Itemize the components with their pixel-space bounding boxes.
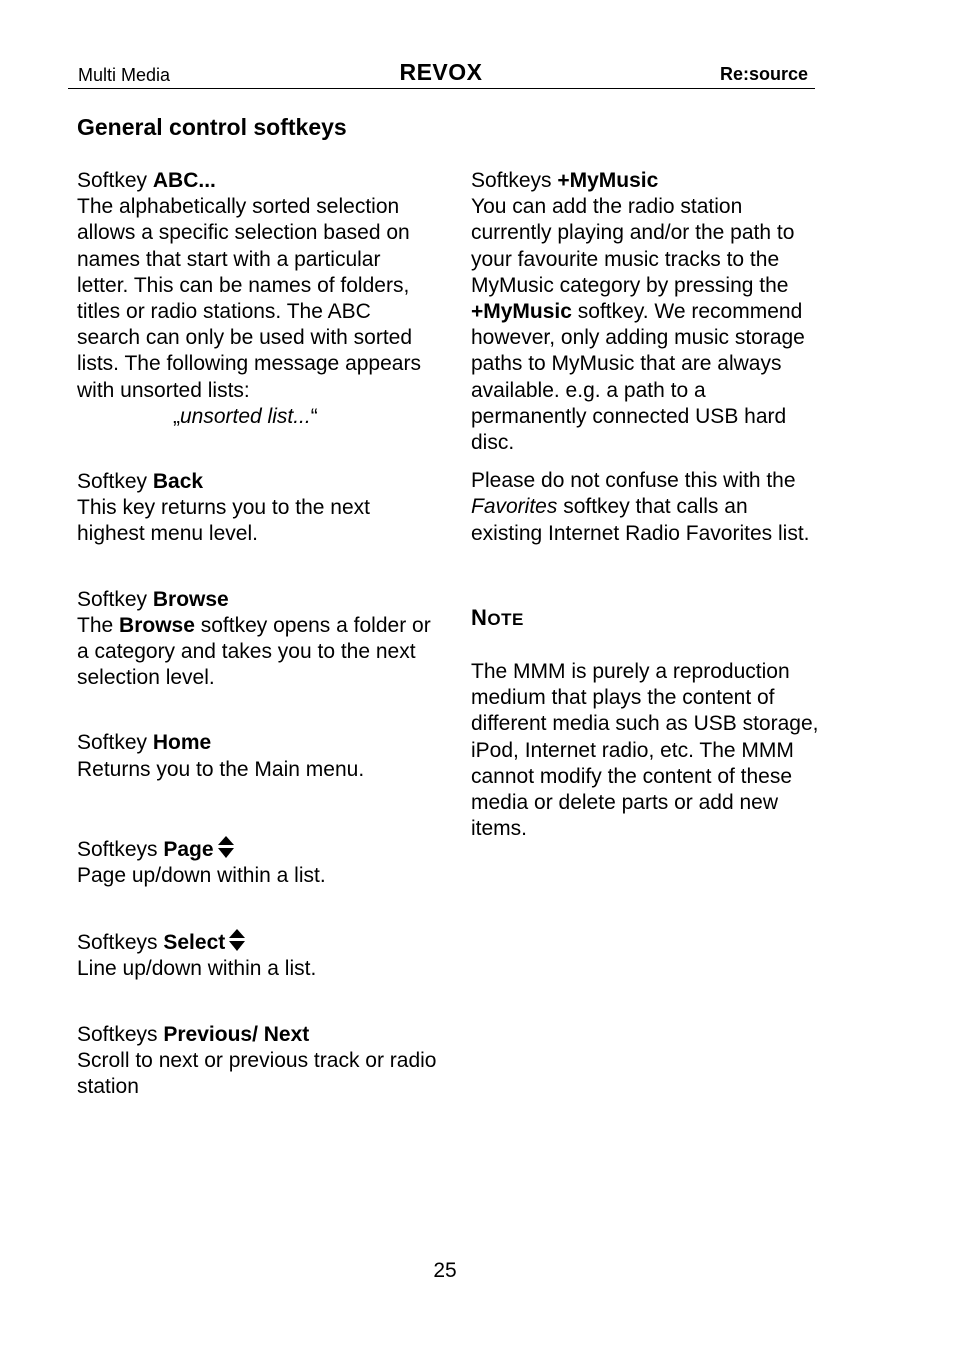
softkey-abc-name: ABC...: [152, 169, 216, 192]
softkey-back-section: [77, 469, 437, 548]
note-heading: NOTE: [471, 604, 524, 630]
softkey-abc-section: [77, 168, 437, 430]
softkey-prevnext-description: Scroll to next or previous track or radio station: [77, 1048, 437, 1099]
softkey-abc-heading: Softkey ABC...: [77, 169, 216, 192]
softkey-home-description: Returns you to the Main menu.: [77, 757, 365, 781]
softkey-select-description: Line up/down within a list.: [77, 957, 317, 981]
section-title: General control softkeys: [77, 114, 347, 140]
softkey-page-heading: Softkeys Page: [77, 835, 437, 863]
softkey-browse-name: Browse: [152, 587, 229, 611]
softkey-back-description: This key returns you to the next highest menu level.: [77, 496, 370, 546]
favorites-note-paragraph: Please do not confuse this with the Favorites softkey that calls an existing Internet Radio Favorites list.: [471, 469, 810, 545]
softkey-select-name: Select: [163, 931, 226, 955]
header-product-label: Re:source: [719, 64, 808, 84]
page-number: 25: [433, 1259, 457, 1282]
softkey-mymusic-name: +MyMusic: [557, 169, 659, 192]
revox-logo: [390, 61, 492, 83]
left-column: [77, 168, 437, 1100]
softkey-select-section: [77, 928, 437, 982]
note-body: The MMM is purely a reproduction medium that plays the content of different media such as USB storage, iPod, Internet radio, etc. The MMM cannot modify the content of these media or delete parts or add new items.: [471, 660, 819, 841]
softkey-back-heading: Softkey Back: [77, 470, 204, 494]
softkey-mymusic-heading: Softkeys +MyMusic: [471, 169, 659, 192]
up-down-arrows-icon: [217, 835, 235, 859]
header-section-label: Multi Media: [78, 65, 171, 85]
softkey-abc-description: The alphabetically sorted selection allows a specific selection based on names that start with a particular letter. This can be names of folders, titles or radio stations. The ABC search can only be used with sorted lists. The following message appears with unsorted lists:: [77, 195, 421, 402]
softkey-page-description: Page up/down within a list.: [77, 864, 326, 888]
softkey-back-name: Back: [152, 470, 204, 494]
softkey-home-section: [77, 730, 437, 782]
softkey-page-name: Page: [163, 837, 214, 861]
svg-text:REVOX: REVOX: [399, 61, 483, 83]
softkey-mymusic-section: [471, 168, 821, 456]
softkey-page-section: [77, 835, 437, 889]
softkey-prevnext-name: Previous/ Next: [163, 1022, 310, 1046]
note-section: [471, 605, 821, 843]
page-header: [68, 58, 815, 89]
softkey-mymusic-description: You can add the radio station currently playing and/or the path to your favourite music tracks to the MyMusic category by pressing the +MyMusic softkey. We recommend however, only adding music storage paths to MyMusic that are always available. e.g. a path to a permanently connected USB hard disc.: [471, 195, 805, 455]
softkey-browse-section: [77, 587, 437, 692]
softkey-browse-heading: Softkey Browse: [77, 587, 229, 611]
softkey-home-name: Home: [152, 731, 212, 755]
up-down-arrows-icon: [228, 928, 246, 952]
right-column: [471, 168, 821, 842]
softkey-browse-description: The Browse softkey opens a folder or a category and takes you to the next selection level.: [77, 613, 431, 690]
softkey-home-heading: Softkey Home: [77, 731, 212, 755]
softkey-prevnext-section: [77, 1022, 437, 1101]
unsorted-list-message: „unsorted list...“: [173, 404, 318, 428]
softkey-prevnext-heading: Softkeys Previous/ Next: [77, 1022, 310, 1046]
softkey-select-heading: Softkeys Select: [77, 928, 437, 956]
